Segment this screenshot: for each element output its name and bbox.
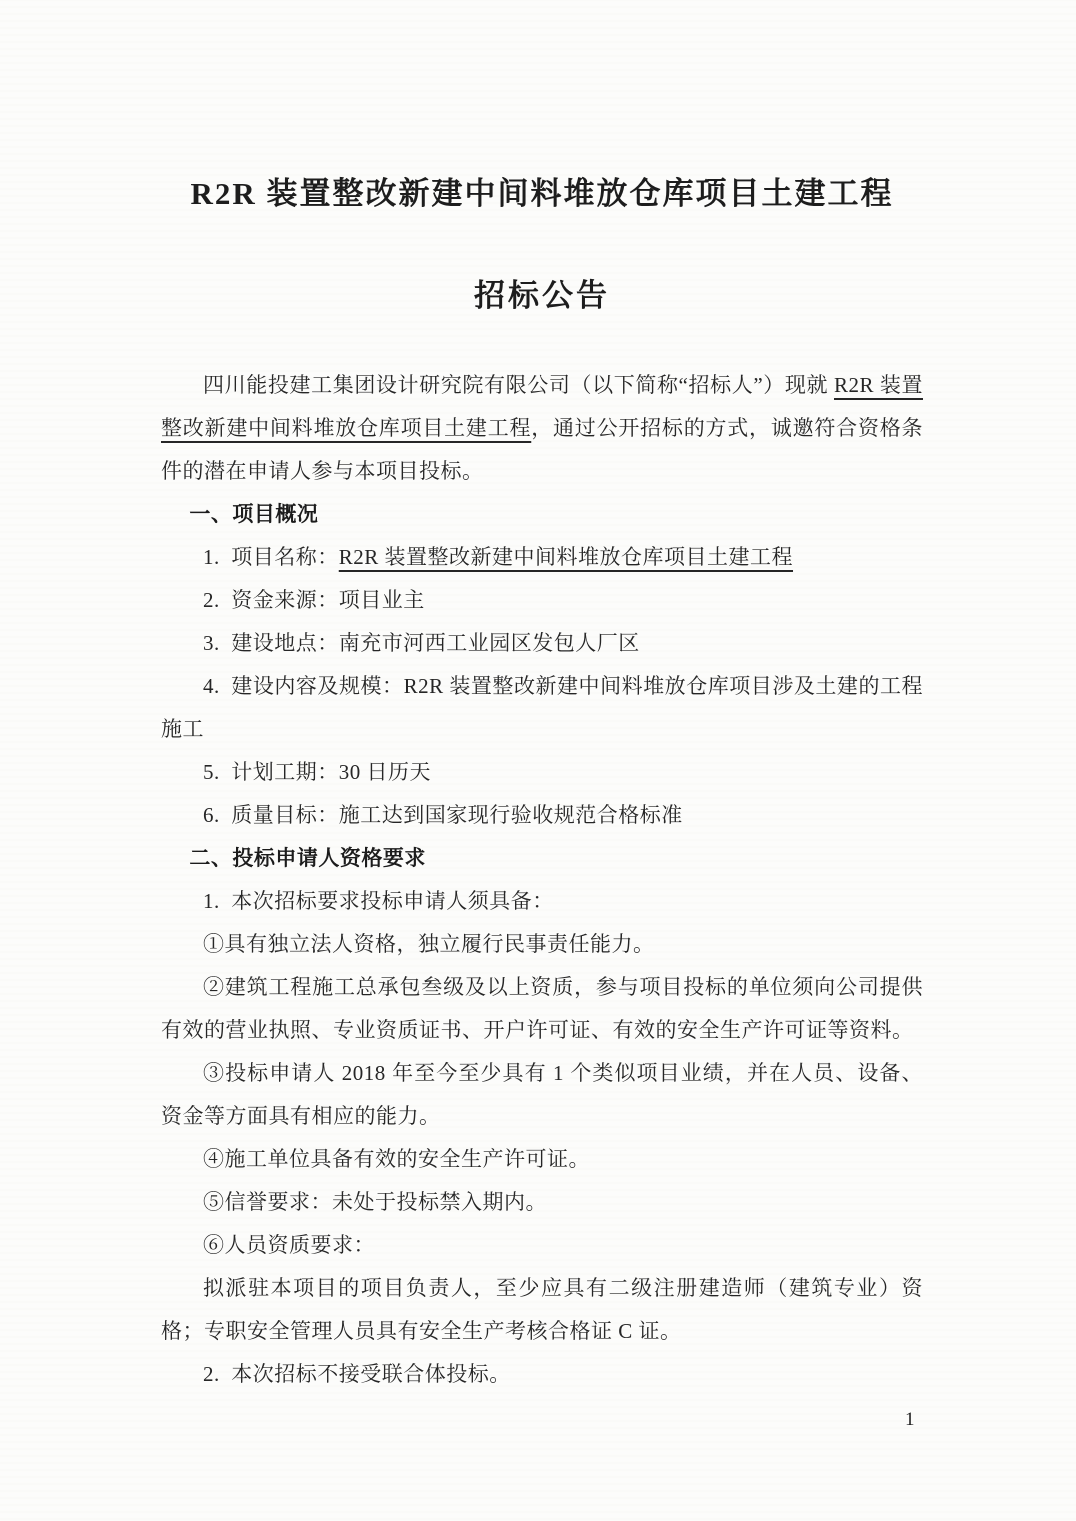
item-scope-label: 4. 建设内容及规模： [203,674,404,698]
item-construction-site-value: 南充市河西工业园区发包人厂区 [338,631,640,655]
item-schedule-label: 5. 计划工期： [203,760,339,784]
item-project-name-value-underlined: R2R 装置整改新建中间料堆放仓库项目土建工程 [338,545,794,569]
item-funding-source-value: 项目业主 [338,588,425,612]
intro-text-after: ，通过公开招标的方式，诚邀符合资格条件的潜在申请人参与本项目投标。 [161,416,923,483]
qualification-intro: 1. 本次招标要求投标申请人须具备： [203,889,554,913]
item-construction-site-label: 3. 建设地点： [203,631,339,655]
item-scope [161,665,923,751]
requirement-2-qualification-grade: ②建筑工程施工总承包叁级及以上资质，参与项目投标的单位须向公司提供有效的营业执照、专业资质证书、开户许可证、有效的安全生产许可证等资料。 [161,975,923,1042]
item-project-name [161,536,923,579]
section1-heading: 一、项目概况 [189,502,319,526]
item-schedule [161,751,923,794]
item-construction-site [161,622,923,665]
document-subtitle: 招标公告 [474,278,610,313]
intro-project-name-underlined: R2R 装置整改新建中间料堆放仓库项目土建工程 [161,373,923,440]
item-quality-target-label: 6. 质量目标： [203,803,339,827]
section2-heading: 二、投标申请人资格要求 [189,846,426,870]
no-consortium-clause: 2. 本次招标不接受联合体投标。 [203,1362,511,1386]
item-quality-target [161,794,923,837]
item-funding-source-label: 2. 资金来源： [203,588,339,612]
page-number: 1 [905,1409,915,1430]
requirement-6-personnel-detail: 拟派驻本项目的项目负责人，至少应具有二级注册建造师（建筑专业）资格；专职安全管理人员具有安全生产考核合格证 C 证。 [161,1276,923,1343]
intro-paragraph [161,364,923,493]
item-project-name-label: 1. 项目名称： [203,545,339,569]
item-funding-source [161,579,923,622]
item-scope-value: R2R 装置整改新建中间料堆放仓库项目涉及土建的工程施工 [161,674,924,741]
item-schedule-value: 30 日历天 [338,760,431,784]
intro-text-before: 四川能投建工集团设计研究院有限公司（以下简称“招标人”）现就 [203,373,834,397]
requirement-5-credit: ⑤信誉要求：未处于投标禁入期内。 [203,1190,547,1214]
document-content [161,176,923,1396]
requirement-1-legal-person: ①具有独立法人资格，独立履行民事责任能力。 [203,932,655,956]
requirement-4-safety-license: ④施工单位具备有效的安全生产许可证。 [203,1147,590,1171]
item-quality-target-value: 施工达到国家现行验收规范合格标准 [338,803,683,827]
requirement-6-personnel: ⑥人员资质要求： [203,1233,375,1257]
requirement-3-track-record: ③投标申请人 2018 年至今至少具有 1 个类似项目业绩，并在人员、设备、资金等方面具有相应的能力。 [161,1061,923,1128]
document-title: R2R 装置整改新建中间料堆放仓库项目土建工程 [190,176,894,211]
